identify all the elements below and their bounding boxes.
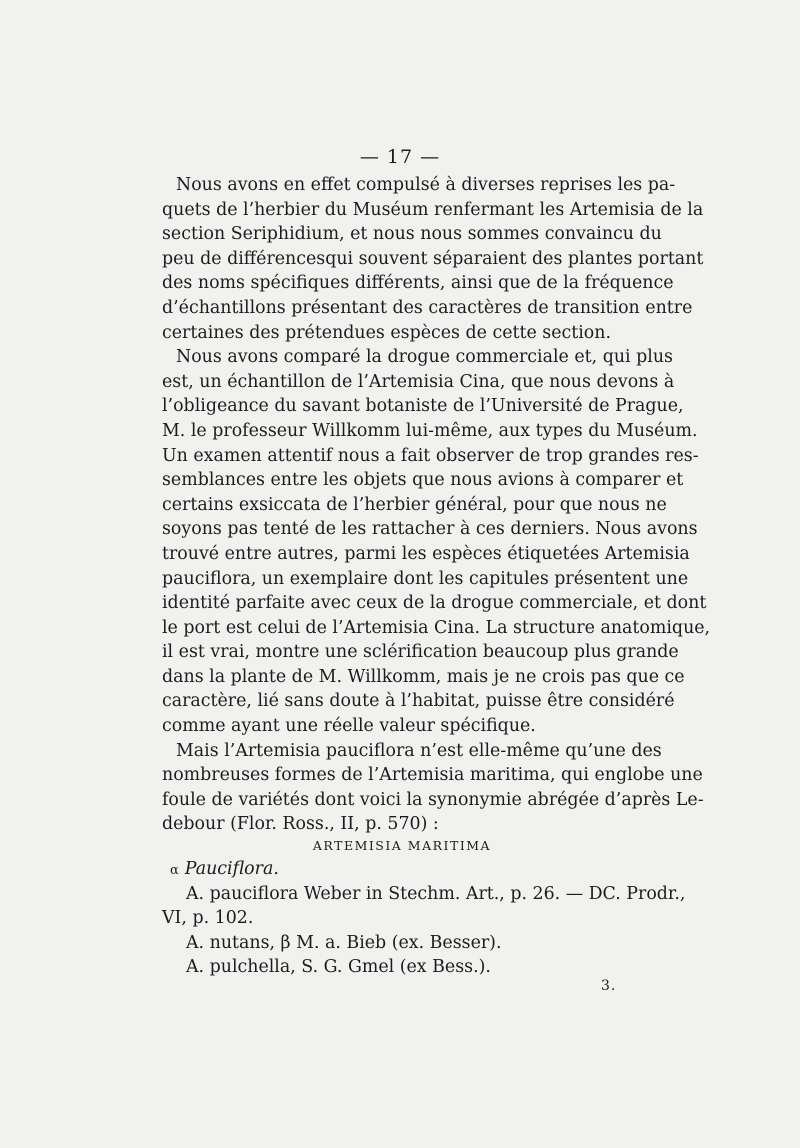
signature-mark: 3. <box>601 978 617 994</box>
text-line: M. le professeur Willkomm lui-même, aux types du Muséum. <box>162 420 698 441</box>
text-line: d’échantillons présentant des caractères de transition entre <box>162 297 693 318</box>
synonym-entry: A. pulchella, S. G. Gmel (ex Bess.). <box>186 957 491 977</box>
variety-marker: α <box>170 863 179 878</box>
text-line: Nous avons comparé la drogue commerciale et, qui plus <box>176 347 673 368</box>
text-line: trouvé entre autres, parmi les espèces étiquetées Artemisia <box>162 543 690 564</box>
section-heading: ARTEMISIA MARITIMA <box>312 838 492 853</box>
text-line: Mais l’Artemisia pauciflora n’est elle-même qu’une des <box>176 740 662 761</box>
synonymy-list <box>162 857 686 980</box>
text-line: caractère, lié sans doute à l’habitat, puisse être considéré <box>162 691 675 712</box>
text-line: section Seriphidium, et nous nous sommes convaincu du <box>162 224 662 245</box>
text-line: l’obligeance du savant botaniste de l’Université de Prague, <box>162 396 684 417</box>
text-line: certaines des prétendues espèces de cette section. <box>162 322 611 343</box>
body-text <box>162 173 711 837</box>
page-number: — 17 — <box>359 146 441 168</box>
text-line: foule de variétés dont voici la synonymie abrégée d’après Le- <box>162 789 704 810</box>
text-line: debour (Flor. Ross., II, p. 570) : <box>162 814 439 835</box>
text-line: est, un échantillon de l’Artemisia Cina, que nous devons à <box>162 371 675 392</box>
text-line: semblances entre les objets que nous avions à comparer et <box>162 470 684 491</box>
text-line: des noms spécifiques différents, ainsi que de la fréquence <box>162 273 674 294</box>
text-line: peu de différencesqui souvent séparaient des plantes portant <box>162 248 704 269</box>
text-line: le port est celui de l’Artemisia Cina. La structure anatomique, <box>162 617 711 638</box>
text-line: Un examen attentif nous a fait observer de trop grandes res- <box>162 445 699 466</box>
text-line: identité parfaite avec ceux de la drogue commerciale, et dont <box>162 593 707 614</box>
text-line: Nous avons en effet compulsé à diverses reprises les pa- <box>176 175 676 195</box>
text-line: dans la plante de M. Willkomm, mais je ne crois pas que ce <box>162 666 685 687</box>
synonym-entry-continuation: VI, p. 102. <box>162 908 254 928</box>
variety-heading <box>162 857 642 882</box>
text-line: nombreuses formes de l’Artemisia maritima, qui englobe une <box>162 765 703 786</box>
synonym-entry: A. nutans, β M. a. Bieb (ex. Besser). <box>186 932 502 953</box>
text-line: comme ayant une réelle valeur spécifique. <box>162 716 536 737</box>
variety-name: Pauciflora. <box>184 859 279 879</box>
synonym-entry: A. pauciflora Weber in Stechm. Art., p. 26. — DC. Prodr., <box>186 883 686 904</box>
text-line: il est vrai, montre une sclérification beaucoup plus grande <box>162 642 679 663</box>
text-line: soyons pas tenté de les rattacher à ces derniers. Nous avons <box>162 519 698 540</box>
text-line: quets de l’herbier du Muséum renfermant les Artemisia de la <box>162 199 704 220</box>
text-line: certains exsiccata de l’herbier général, pour que nous ne <box>162 494 667 515</box>
text-line: pauciflora, un exemplaire dont les capitules présentent une <box>162 568 689 589</box>
